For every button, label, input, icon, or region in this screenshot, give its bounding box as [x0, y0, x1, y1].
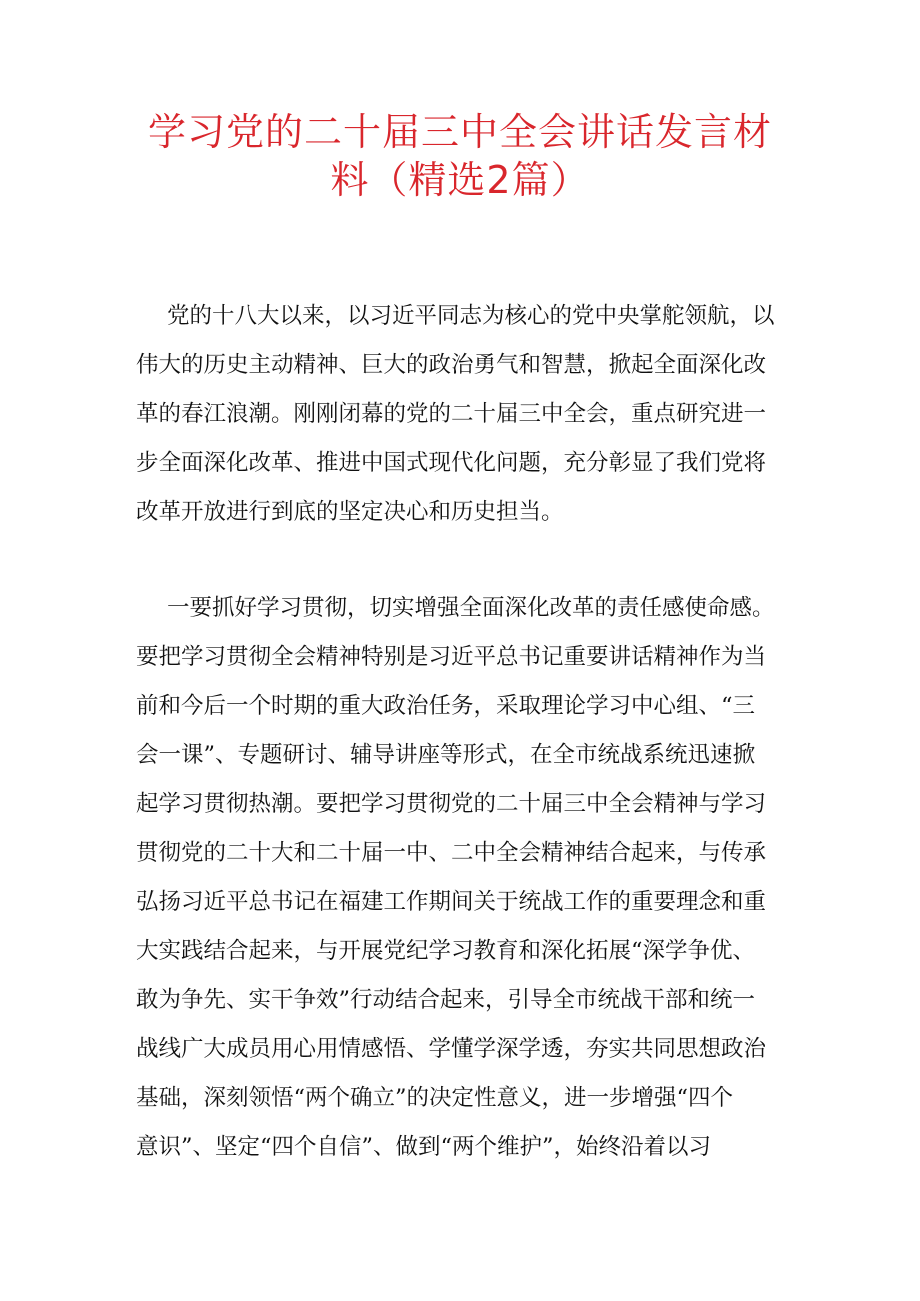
paragraph-line: 改革开放进行到底的坚定决心和历史担当。 [136, 499, 564, 525]
title-line: 料（精选2篇） [330, 158, 590, 202]
paragraph-line: 基础，深刻领悟“两个确立”的决定性意义，进一步增强“四个 [136, 1085, 734, 1111]
paragraph-line: 大实践结合起来，与开展党纪学习教育和深化拓展“深学争优、 [136, 938, 756, 964]
document-title [140, 108, 780, 204]
body-paragraph [136, 292, 788, 537]
body-paragraph [136, 584, 788, 1172]
paragraph-line: 革的春江浪潮。刚刚闭幕的党的二十届三中全会，重点研究进一 [136, 401, 767, 427]
paragraph-line: 会一课”、专题研讨、辅导讲座等形式，在全市统战系统迅速掀 [136, 742, 756, 768]
paragraph-line: 要把学习贯彻全会精神特别是习近平总书记重要讲话精神作为当 [136, 644, 767, 670]
paragraph-line: 党的十八大以来，以习近平同志为核心的党中央掌舵领航，以 [167, 303, 775, 329]
title-line: 学习党的二十届三中全会讲话发言材 [147, 110, 772, 154]
paragraph-line: 弘扬习近平总书记在福建工作期间关于统战工作的重要理念和重 [136, 889, 767, 915]
paragraph-line: 贯彻党的二十大和二十届一中、二中全会精神结合起来，与传承 [136, 840, 767, 866]
paragraph-line: 敢为争先、实干争效”行动结合起来，引导全市统战干部和统一 [136, 987, 756, 1013]
paragraph-line: 伟大的历史主动精神、巨大的政治勇气和智慧，掀起全面深化改 [136, 352, 767, 378]
paragraph-line: 前和今后一个时期的重大政治任务，采取理论学习中心组、“三 [136, 693, 756, 719]
paragraph-line: 起学习贯彻热潮。要把学习贯彻党的二十届三中全会精神与学习 [136, 791, 767, 817]
paragraph-line: 步全面深化改革、推进中国式现代化问题，充分彰显了我们党将 [136, 450, 767, 476]
paragraph-line: 意识”、坚定“四个自信”、做到“两个维护”，始终沿着以习 [136, 1134, 712, 1160]
paragraph-line: 一要抓好学习贯彻，切实增强全面深化改革的责任感使命感。 [167, 595, 775, 621]
paragraph-line: 战线广大成员用心用情感悟、学懂学深学透，夯实共同思想政治 [136, 1036, 767, 1062]
